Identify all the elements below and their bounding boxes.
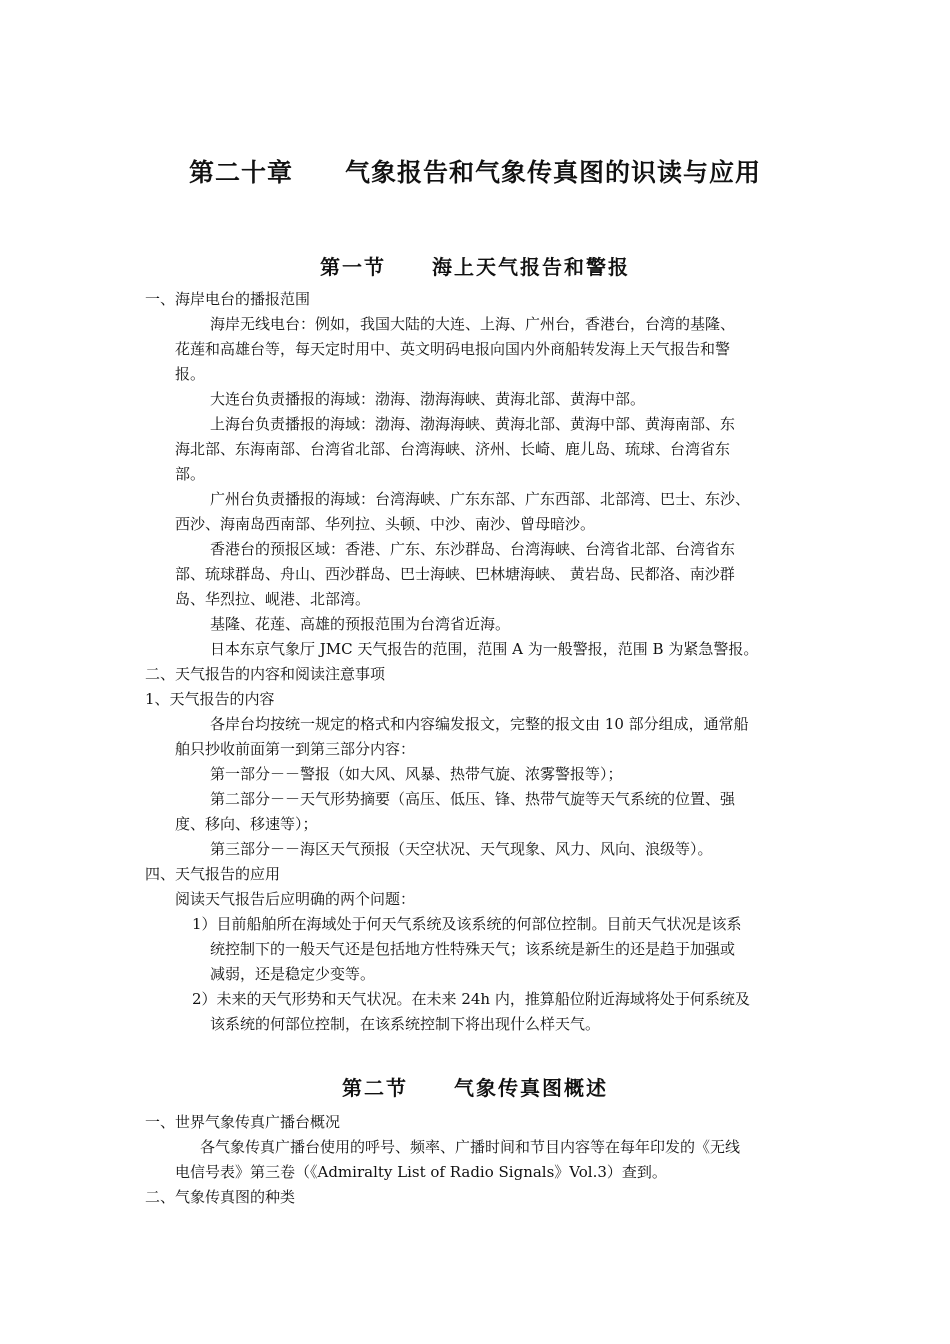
chapter-title: 气象报告和气象传真图的识读与应用 [345,158,762,187]
paragraph-line: 第一部分－－警报（如大风、风暴、热带气旋、浓雾警报等）； [210,765,623,783]
heading-line: 四、天气报告的应用 [145,865,281,883]
list-item-line: 该系统的何部位控制，在该系统控制下将出现什么样天气。 [210,1015,601,1033]
heading-line: 二、气象传真图的种类 [145,1188,296,1206]
paragraph-line: 第二部分－－天气形势摘要（高压、低压、锋、热带气旋等天气系统的位置、强 [210,790,736,808]
paragraph-line: 花莲和高雄台等，每天定时用中、英文明码电报向国内外商船转发海上天气报告和警 [175,340,731,358]
paragraph-line: 大连台负责播报的海域：渤海、渤海海峡、黄海北部、黄海中部。 [210,390,646,408]
paragraph-line: 广州台负责播报的海域：台湾海峡、广东东部、广东西部、北部湾、巴士、东沙、 [210,490,751,508]
list-item-line: 减弱，还是稳定少变等。 [210,965,376,983]
paragraph-line: 西沙、海南岛西南部、华列拉、头顿、中沙、南沙、曾母暗沙。 [175,515,596,533]
paragraph-line: 香港台的预报区域：香港、广东、东沙群岛、台湾海峡、台湾省北部、台湾省东 [210,540,736,558]
list-item-line: 统控制下的一般天气还是包括地方性特殊天气；该系统是新生的还是趋于加强或 [210,940,736,958]
section-heading-1 [0,251,950,280]
paragraph-line: 海岸无线电台：例如，我国大陆的大连、上海、广州台，香港台，台湾的基隆、 [210,315,736,333]
section-number: 第一节 [320,255,386,279]
heading-line: 二、天气报告的内容和阅读注意事项 [145,665,386,683]
chapter-number: 第二十章 [188,158,293,187]
heading-line: 1、天气报告的内容 [145,690,275,708]
paragraph-line: 岛、华烈拉、岘港、北部湾。 [175,590,371,608]
list-item-line: 1）目前船舶所在海域处于何天气系统及该系统的何部位控制。目前天气状况是该系 [192,915,742,933]
chapter-heading [0,153,950,189]
paragraph-line: 报。 [175,365,206,383]
paragraph-line: 部、琉球群岛、舟山、西沙群岛、巴士海峡、巴林塘海峡、 黄岩岛、民都洛、南沙群 [175,565,735,583]
paragraph-line: 阅读天气报告后应明确的两个问题： [175,890,416,908]
paragraph-line: 各岸台均按统一规定的格式和内容编发报文，完整的报文由 10 部分组成，通常船 [210,715,749,733]
paragraph-line: 各气象传真广播台使用的呼号、频率、广播时间和节目内容等在每年印发的《无线 [200,1138,741,1156]
paragraph-line: 舶只抄收前面第一到第三部分内容： [175,740,416,758]
heading-line: 一、世界气象传真广播台概况 [145,1113,341,1131]
paragraph-line: 第三部分－－海区天气预报（天空状况、天气现象、风力、风向、浪级等）。 [210,840,713,858]
section-title: 气象传真图概述 [454,1076,608,1100]
paragraph-line: 日本东京气象厅 JMC 天气报告的范围，范围 A 为一般警报，范围 B 为紧急警报。 [210,640,759,658]
paragraph-line: 上海台负责播报的海域：渤海、渤海海峡、黄海北部、黄海中部、黄海南部、东 [210,415,736,433]
paragraph-line: 电信号表》第三卷（《Admiralty List of Radio Signals》Vol.3）查到。 [175,1163,667,1181]
section-title: 海上天气报告和警报 [432,255,630,279]
paragraph-line: 部。 [175,465,206,483]
section-number: 第二节 [342,1076,408,1100]
paragraph-line: 度、移向、移速等）； [175,815,318,833]
heading-line: 一、海岸电台的播报范围 [145,290,311,308]
paragraph-line: 海北部、东海南部、台湾省北部、台湾海峡、济州、长崎、鹿儿岛、琉球、台湾省东 [175,440,731,458]
section-heading-2 [0,1072,950,1101]
paragraph-line: 基隆、花莲、高雄的预报范围为台湾省近海。 [210,615,511,633]
list-item-line: 2）未来的天气形势和天气状况。在未来 24h 内，推算船位附近海域将处于何系统及 [192,990,750,1008]
